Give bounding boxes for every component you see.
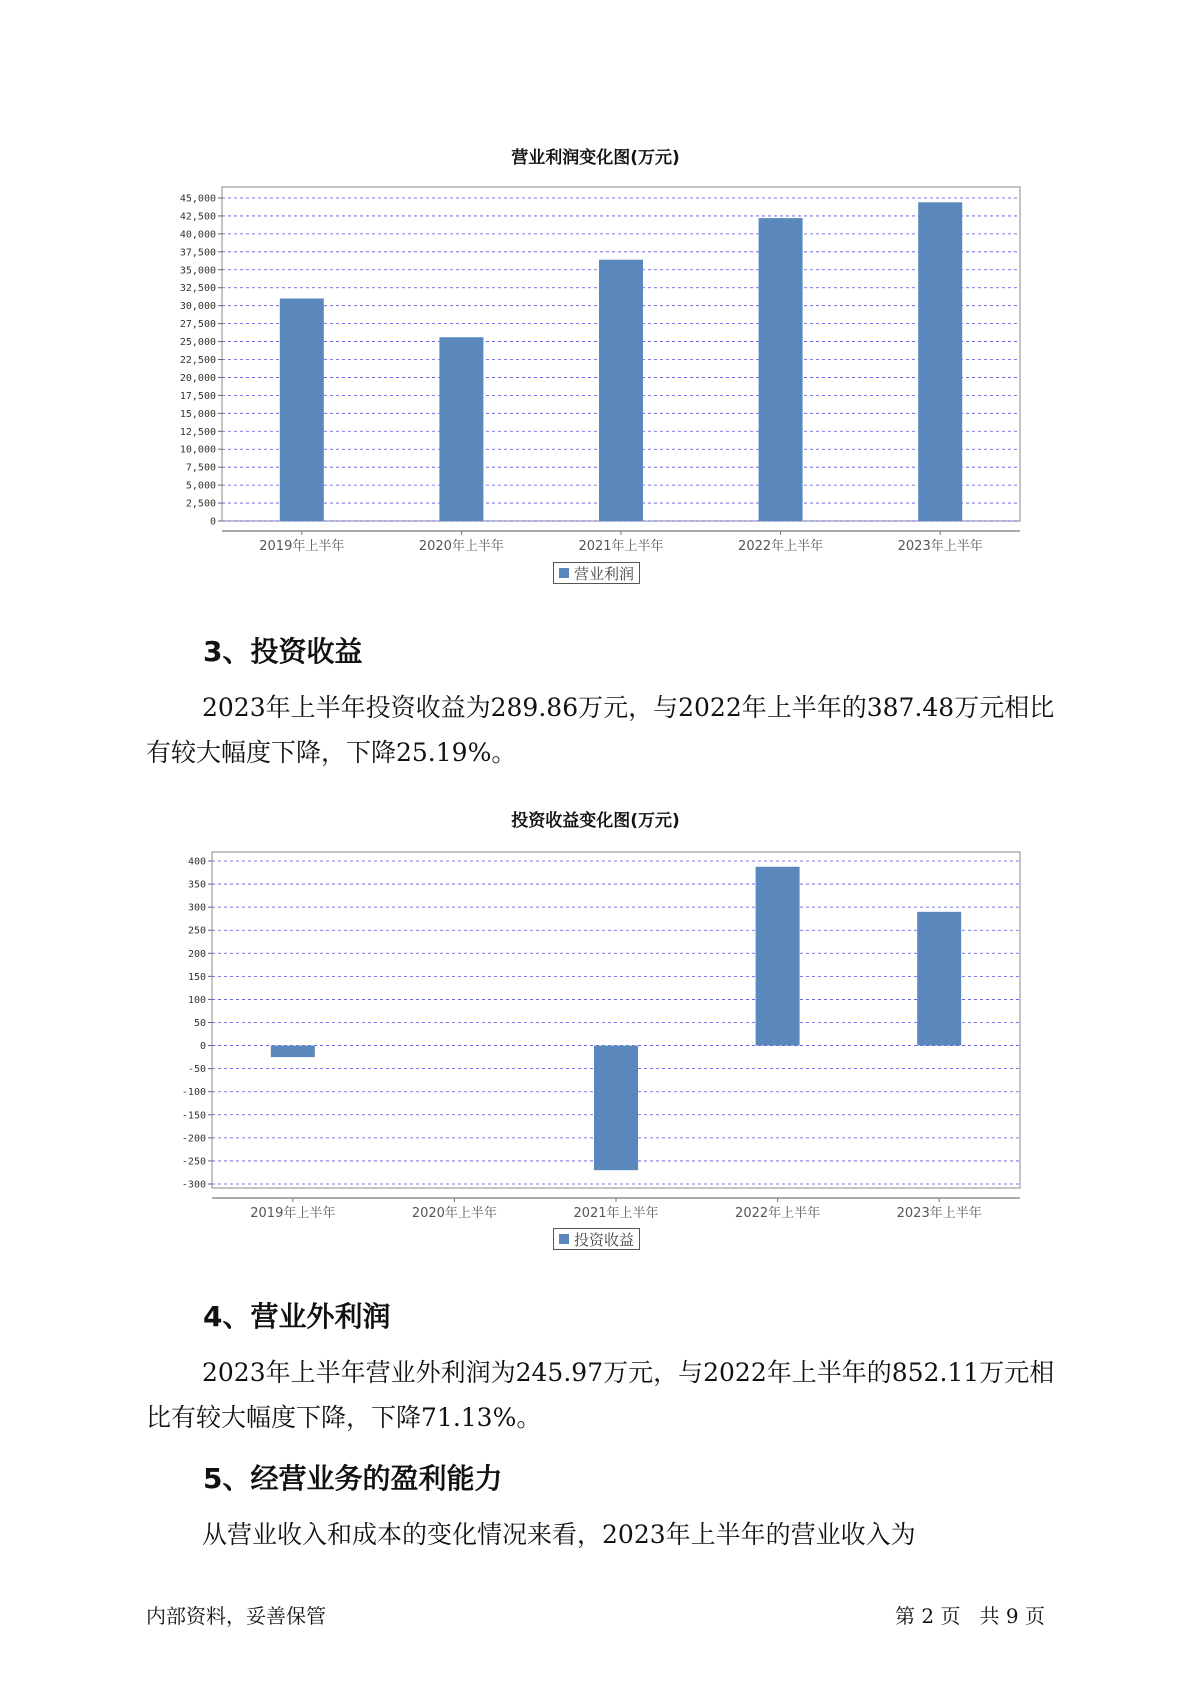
footer-page-number: 第 2 页 共 9 页: [895, 1604, 1045, 1628]
chart1-y-tick-label: 0: [209, 516, 216, 528]
chart1-y-tick-label: 22,500: [179, 355, 216, 366]
chart2-title: 投资收益变化图(万元): [511, 811, 680, 831]
legend-swatch: [559, 568, 569, 578]
chart1-y-tick-label: 30,000: [179, 301, 216, 313]
chart2-y-tick-label: -200: [181, 1133, 206, 1145]
section-paragraph-nonoperating: 2023年上半年营业外利润为245.97万元，与2022年上半年的852.11万元相比有较大幅度下降，下降71.13%。: [146, 1358, 1055, 1432]
operating-profit-chart: [0, 170, 1191, 554]
chart1-legend: [553, 562, 640, 584]
chart1-bar: [918, 202, 962, 521]
chart2-y-tick-label: 300: [187, 902, 206, 914]
chart1-x-category-label: 2023年上半年: [897, 539, 983, 554]
chart1-x-category-label: 2019年上半年: [259, 539, 345, 554]
section-heading-profitability: 5、经营业务的盈利能力: [203, 1462, 503, 1495]
chart1-y-tick-label: 45,000: [179, 193, 216, 205]
chart2-y-tick-label: 200: [187, 948, 206, 960]
chart2-y-tick-label: 0: [199, 1041, 206, 1053]
chart1-y-tick-label: 42,500: [179, 211, 216, 223]
chart2-bar: [594, 1046, 638, 1171]
chart1-x-category-label: 2022年上半年: [738, 539, 824, 554]
chart1-y-tick-label: 12,500: [179, 426, 216, 438]
section-paragraph-profitability: 从营业收入和成本的变化情况来看，2023年上半年的营业收入为: [202, 1520, 916, 1549]
chart1-y-tick-label: 37,500: [179, 247, 216, 259]
chart1-y-tick-label: 7,500: [185, 462, 216, 474]
chart1-x-category-label: 2020年上半年: [418, 539, 504, 554]
chart2-bar: [917, 912, 961, 1046]
chart2-x-category-label: 2019年上半年: [250, 1206, 336, 1221]
chart1-y-tick-label: 35,000: [179, 265, 216, 277]
chart2-y-tick-label: 350: [187, 879, 206, 891]
section-paragraph-investment: 2023年上半年投资收益为289.86万元，与2022年上半年的387.48万元相比有较大幅度下降，下降25.19%。: [146, 693, 1055, 767]
chart1-bar: [280, 298, 324, 521]
chart2-x-category-label: 2022年上半年: [735, 1206, 821, 1221]
chart2-legend-label: 投资收益: [574, 1230, 635, 1249]
chart1-x-category-label: 2021年上半年: [578, 539, 664, 554]
chart1-bar: [599, 260, 643, 521]
investment-income-chart: [0, 835, 1191, 1221]
chart2-y-tick-label: -100: [181, 1087, 206, 1099]
chart2-bar: [756, 867, 800, 1046]
chart1-y-tick-label: 40,000: [179, 229, 216, 241]
section-heading-investment: 3、投资收益: [203, 635, 363, 668]
chart2-y-tick-label: -150: [181, 1110, 206, 1122]
chart1-legend-label: 营业利润: [574, 564, 635, 583]
chart1-title: 营业利润变化图(万元): [511, 148, 680, 168]
chart2-y-tick-label: 150: [187, 971, 206, 983]
chart1-y-tick-label: 27,500: [179, 319, 216, 331]
chart1-y-tick-label: 5,000: [185, 480, 216, 492]
chart2-y-tick-label: 250: [187, 925, 206, 937]
chart2-y-tick-label: -50: [187, 1064, 206, 1076]
chart1-y-tick-label: 2,500: [185, 498, 216, 510]
chart2-y-tick-label: 50: [193, 1018, 206, 1029]
chart2-y-tick-label: -300: [181, 1179, 206, 1191]
chart2-legend: [553, 1228, 640, 1250]
chart1-y-tick-label: 25,000: [179, 337, 216, 349]
chart2-x-category-label: 2020年上半年: [411, 1206, 497, 1221]
chart1-y-tick-label: 10,000: [179, 444, 216, 456]
chart2-y-tick-label: -250: [181, 1156, 206, 1168]
chart2-x-category-label: 2023年上半年: [896, 1206, 982, 1221]
chart1-bar: [439, 337, 483, 521]
chart2-y-tick-label: 100: [187, 994, 206, 1006]
chart1-bar: [759, 218, 803, 521]
chart1-y-tick-label: 32,500: [179, 283, 216, 295]
chart2-bar: [271, 1046, 315, 1058]
chart2-y-tick-label: 400: [187, 856, 206, 868]
section-heading-nonoperating: 4、营业外利润: [203, 1300, 391, 1333]
chart1-y-tick-label: 17,500: [179, 390, 216, 402]
chart2-x-category-label: 2021年上半年: [573, 1206, 659, 1221]
legend-swatch: [559, 1234, 569, 1244]
chart1-y-tick-label: 20,000: [179, 372, 216, 384]
footer-confidential: 内部资料，妥善保管: [146, 1604, 326, 1628]
chart1-y-tick-label: 15,000: [179, 408, 216, 420]
